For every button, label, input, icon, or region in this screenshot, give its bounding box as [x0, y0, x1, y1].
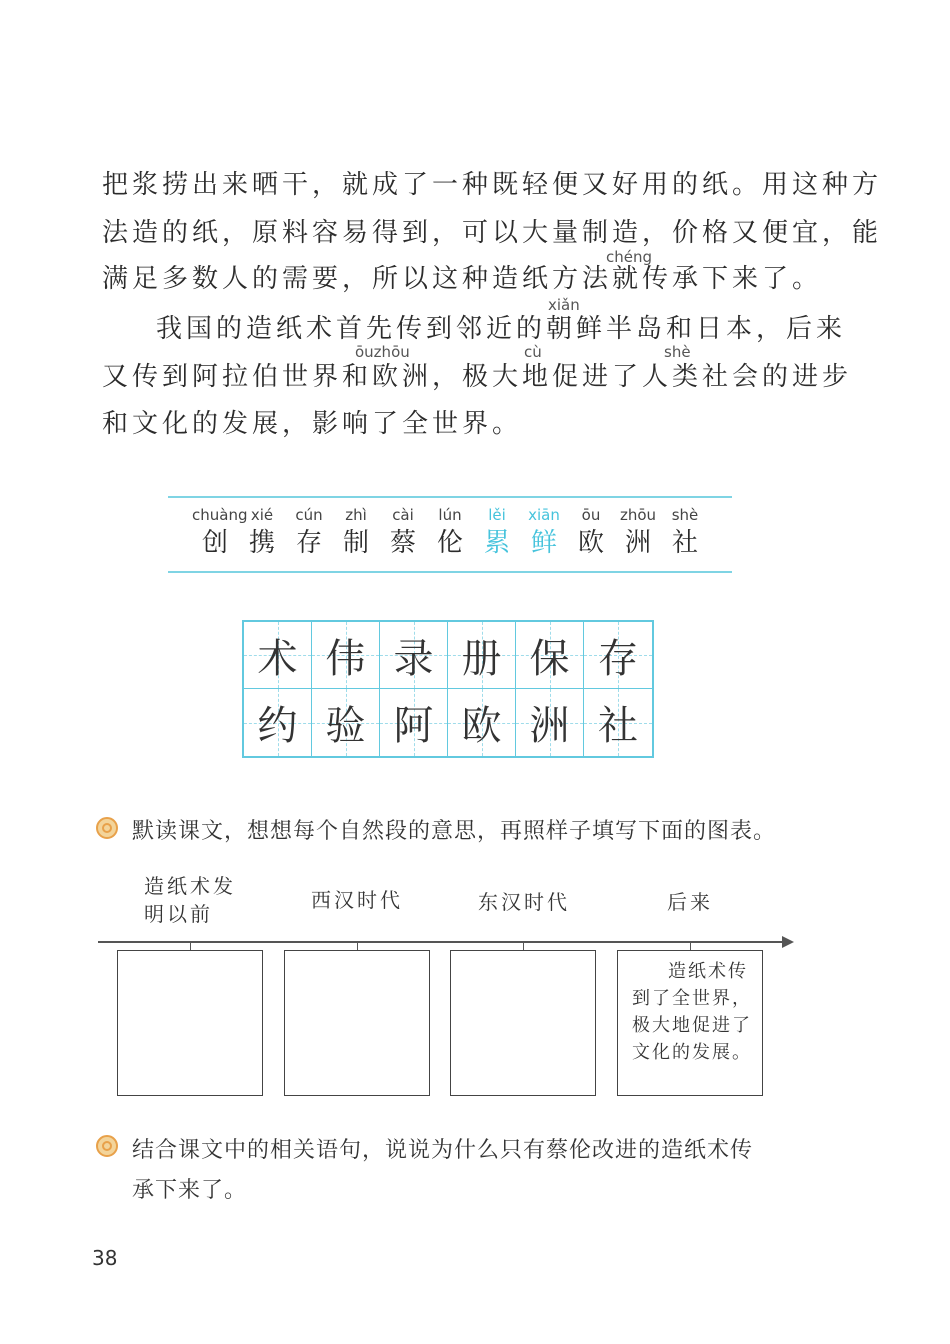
timeline-answer-box-1[interactable] [117, 950, 263, 1096]
grid-cell: 阿 [380, 689, 448, 756]
timeline-tick [690, 942, 691, 950]
grid-cell: 存 [584, 622, 652, 689]
grid-cell: 洲 [516, 689, 584, 756]
timeline-axis [98, 941, 786, 943]
grid-cell: 册 [448, 622, 516, 689]
pinyin-cu: cù [524, 343, 542, 361]
pinyin-she: shè [664, 343, 691, 361]
passage-line-5: 又传到阿拉伯世界和欧洲，极大地促进了人类社会的进步 [102, 362, 853, 392]
vocab-item: cún 存 [295, 506, 323, 558]
grid-cell: 录 [380, 622, 448, 689]
passage-line-4: 我国的造纸术首先传到邻近的朝鲜半岛和日本，后来 [156, 314, 847, 344]
timeline-label-later: 后来 [667, 890, 713, 914]
vocab-band-bottom-rule [168, 571, 732, 573]
vocab-item: chuàng 创 [192, 506, 248, 558]
timeline-answer-box-3[interactable] [450, 950, 596, 1096]
vocab-item: xié 携 [248, 506, 275, 558]
vocab-band-top-rule [168, 496, 732, 498]
exercise-bullet-icon [96, 1135, 118, 1157]
timeline-example-text: 造纸术传到了全世界，极大地促进了文化的发展。 [632, 961, 752, 1063]
passage-line-2: 法造的纸，原料容易得到，可以大量制造，价格又便宜，能 [102, 218, 883, 248]
timeline-answer-box-2[interactable] [284, 950, 430, 1096]
vocab-item: lún 伦 [436, 506, 463, 558]
vocab-item: cài 蔡 [389, 506, 416, 558]
grid-cell: 术 [244, 622, 312, 689]
pinyin-xian: xiǎn [548, 296, 580, 314]
vocab-item: zhōu 洲 [619, 506, 657, 558]
writing-grid [242, 620, 654, 758]
timeline-label-before-line1: 造纸术发 [144, 874, 236, 898]
passage-line-1: 把浆捞出来晒干，就成了一种既轻便又好用的纸。用这种方 [102, 170, 883, 200]
passage-line-3: 满足多数人的需要，所以这种造纸方法就传承下来了。 [102, 264, 823, 294]
pinyin-cheng: chéng [606, 248, 653, 266]
grid-cell: 社 [584, 689, 652, 756]
exercise-bullet-icon [96, 817, 118, 839]
exercise-1-text: 默读课文，想想每个自然段的意思，再照样子填写下面的图表。 [132, 819, 777, 844]
grid-cell: 伟 [312, 622, 380, 689]
vocab-item-highlighted: xiān 鲜 [528, 506, 560, 558]
timeline-tick [523, 942, 524, 950]
grid-cell: 验 [312, 689, 380, 756]
passage-line-6: 和文化的发展，影响了全世界。 [102, 409, 523, 439]
timeline-label-eastern-han: 东汉时代 [478, 890, 570, 914]
pinyin-ouzhou: ōuzhōu [355, 343, 410, 361]
vocab-item: ōu 欧 [577, 506, 604, 558]
timeline-arrow-icon [782, 936, 794, 948]
grid-cell: 保 [516, 622, 584, 689]
timeline-label-before-line2: 明以前 [144, 902, 213, 926]
page-number: 38 [92, 1246, 118, 1270]
timeline-label-western-han: 西汉时代 [311, 888, 403, 912]
timeline-tick [357, 942, 358, 950]
vocab-item: zhì 制 [342, 506, 369, 558]
timeline-tick [190, 942, 191, 950]
grid-cell: 约 [244, 689, 312, 756]
vocab-item-highlighted: lěi 累 [483, 506, 510, 558]
grid-cell: 欧 [448, 689, 516, 756]
exercise-2-text-line1: 结合课文中的相关语句，说说为什么只有蔡伦改进的造纸术传 [132, 1138, 754, 1163]
exercise-2-text-line2: 承下来了。 [132, 1178, 248, 1203]
vocab-item: shè 社 [671, 506, 699, 558]
